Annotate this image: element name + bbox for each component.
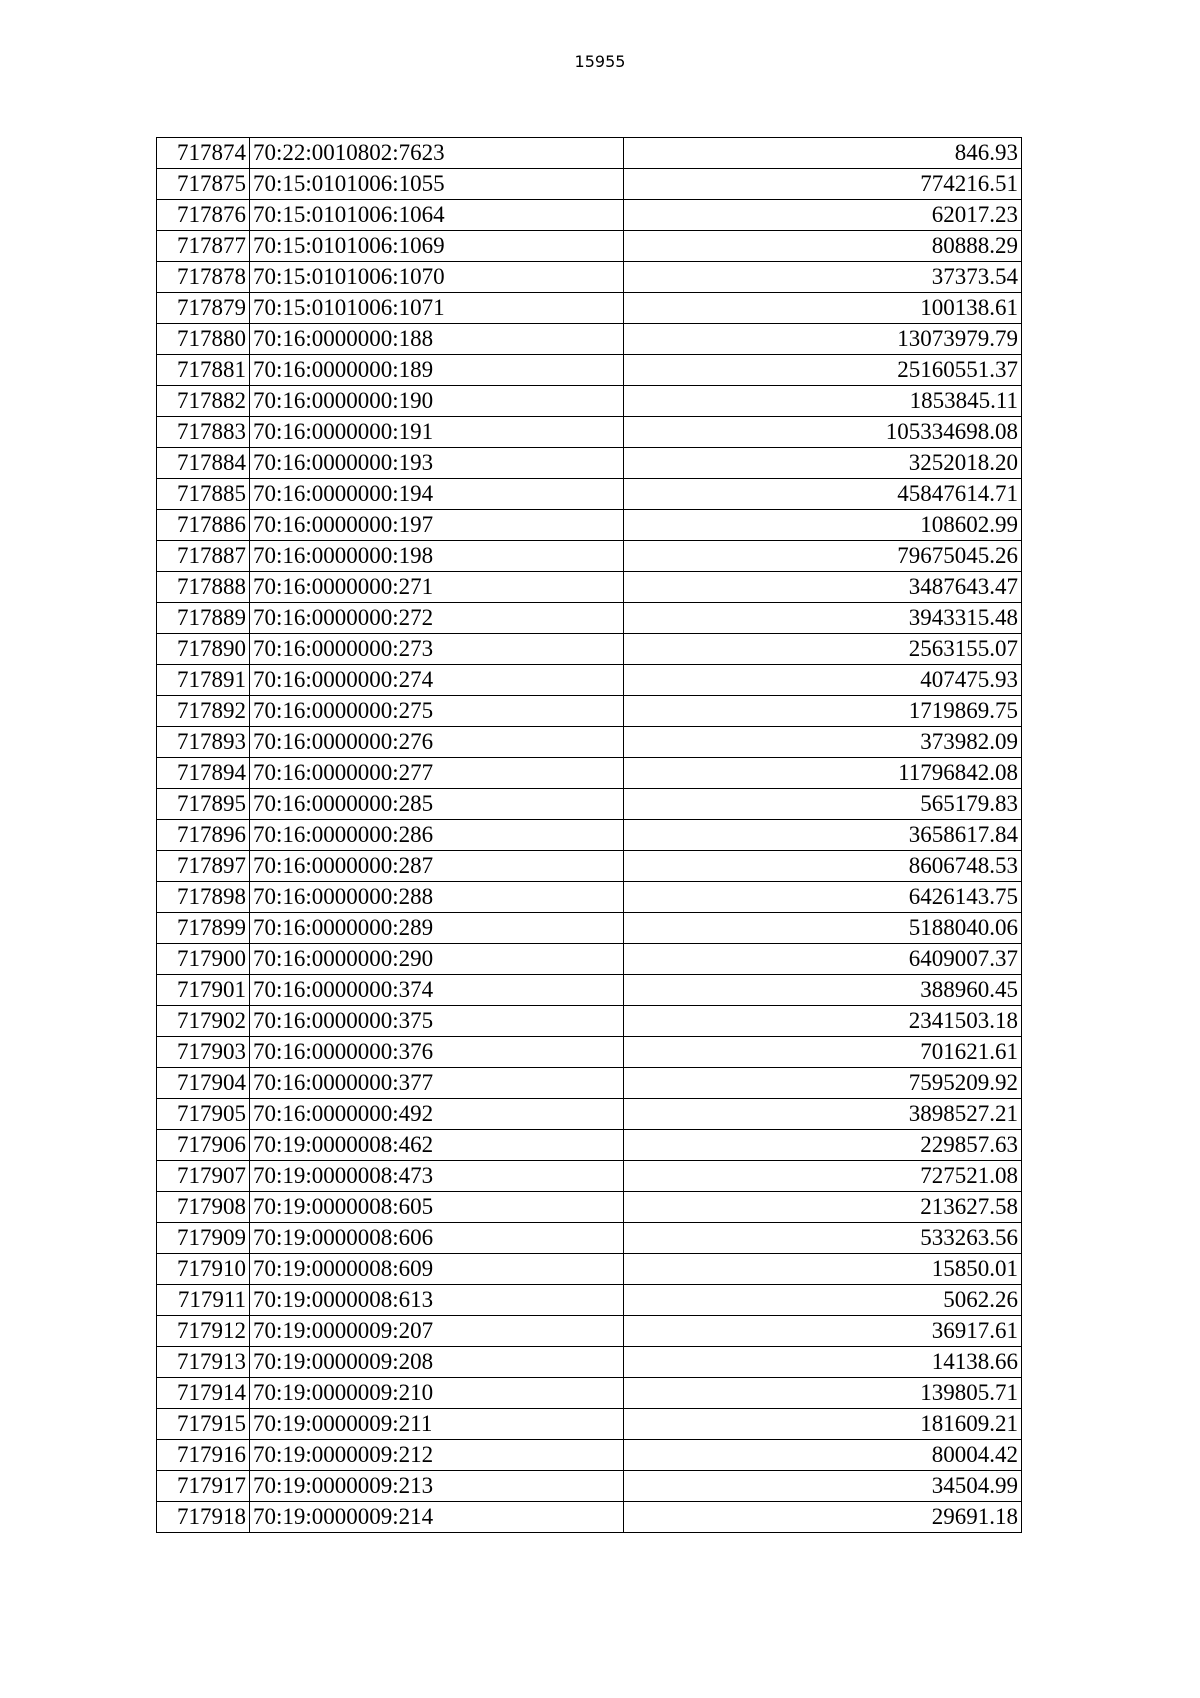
row-number-cell: 717874	[157, 138, 250, 169]
table-row	[157, 355, 1022, 386]
table-row	[157, 851, 1022, 882]
row-number-cell: 717893	[157, 727, 250, 758]
value-cell: 62017.23	[624, 200, 1022, 231]
cadastral-number-cell: 70:15:0101006:1071	[250, 293, 624, 324]
cadastral-number-cell: 70:19:0000009:207	[250, 1316, 624, 1347]
row-number-cell: 717898	[157, 882, 250, 913]
cadastral-number-cell: 70:16:0000000:190	[250, 386, 624, 417]
page-number: 15955	[574, 52, 626, 71]
row-number-cell: 717877	[157, 231, 250, 262]
cadastral-number-cell: 70:16:0000000:272	[250, 603, 624, 634]
value-cell: 25160551.37	[624, 355, 1022, 386]
row-number-cell: 717890	[157, 634, 250, 665]
value-cell: 373982.09	[624, 727, 1022, 758]
cadastral-number-cell: 70:16:0000000:189	[250, 355, 624, 386]
row-number-cell: 717908	[157, 1192, 250, 1223]
value-cell: 5188040.06	[624, 913, 1022, 944]
value-cell: 105334698.08	[624, 417, 1022, 448]
cadastral-number-cell: 70:16:0000000:276	[250, 727, 624, 758]
value-cell: 139805.71	[624, 1378, 1022, 1409]
value-cell: 14138.66	[624, 1347, 1022, 1378]
cadastral-number-cell: 70:16:0000000:275	[250, 696, 624, 727]
cadastral-number-cell: 70:16:0000000:289	[250, 913, 624, 944]
value-cell: 3658617.84	[624, 820, 1022, 851]
cadastral-number-cell: 70:16:0000000:193	[250, 448, 624, 479]
cadastral-number-cell: 70:19:0000009:213	[250, 1471, 624, 1502]
row-number-cell: 717884	[157, 448, 250, 479]
cadastral-number-cell: 70:16:0000000:273	[250, 634, 624, 665]
row-number-cell: 717903	[157, 1037, 250, 1068]
value-cell: 407475.93	[624, 665, 1022, 696]
row-number-cell: 717917	[157, 1471, 250, 1502]
value-cell: 29691.18	[624, 1502, 1022, 1533]
row-number-cell: 717912	[157, 1316, 250, 1347]
cadastral-number-cell: 70:16:0000000:492	[250, 1099, 624, 1130]
row-number-cell: 717918	[157, 1502, 250, 1533]
value-cell: 80888.29	[624, 231, 1022, 262]
table-row	[157, 1409, 1022, 1440]
row-number-cell: 717875	[157, 169, 250, 200]
value-cell: 8606748.53	[624, 851, 1022, 882]
cadastral-number-cell: 70:19:0000008:473	[250, 1161, 624, 1192]
value-cell: 3898527.21	[624, 1099, 1022, 1130]
table-row	[157, 541, 1022, 572]
table-row	[157, 479, 1022, 510]
table-row	[157, 1440, 1022, 1471]
row-number-cell: 717887	[157, 541, 250, 572]
cadastral-number-cell: 70:16:0000000:374	[250, 975, 624, 1006]
row-number-cell: 717911	[157, 1285, 250, 1316]
cadastral-number-cell: 70:16:0000000:188	[250, 324, 624, 355]
cadastral-number-cell: 70:19:0000009:214	[250, 1502, 624, 1533]
table-row	[157, 1161, 1022, 1192]
table-row	[157, 572, 1022, 603]
value-cell: 80004.42	[624, 1440, 1022, 1471]
cadastral-number-cell: 70:22:0010802:7623	[250, 138, 624, 169]
table-row	[157, 603, 1022, 634]
cadastral-number-cell: 70:16:0000000:377	[250, 1068, 624, 1099]
table-row	[157, 293, 1022, 324]
cadastral-number-cell: 70:16:0000000:197	[250, 510, 624, 541]
row-number-cell: 717902	[157, 1006, 250, 1037]
value-cell: 181609.21	[624, 1409, 1022, 1440]
row-number-cell: 717892	[157, 696, 250, 727]
value-cell: 15850.01	[624, 1254, 1022, 1285]
value-cell: 388960.45	[624, 975, 1022, 1006]
value-cell: 34504.99	[624, 1471, 1022, 1502]
table-row	[157, 975, 1022, 1006]
value-cell: 13073979.79	[624, 324, 1022, 355]
value-cell: 565179.83	[624, 789, 1022, 820]
table-row	[157, 510, 1022, 541]
table-row	[157, 417, 1022, 448]
cadastral-number-cell: 70:16:0000000:290	[250, 944, 624, 975]
table-row	[157, 1502, 1022, 1533]
value-cell: 533263.56	[624, 1223, 1022, 1254]
table-row	[157, 1192, 1022, 1223]
cadastral-number-cell: 70:19:0000008:609	[250, 1254, 624, 1285]
cadastral-number-cell: 70:19:0000008:613	[250, 1285, 624, 1316]
table-row	[157, 665, 1022, 696]
table-row	[157, 231, 1022, 262]
table-row	[157, 448, 1022, 479]
row-number-cell: 717907	[157, 1161, 250, 1192]
cadastral-number-cell: 70:16:0000000:286	[250, 820, 624, 851]
table-row	[157, 1223, 1022, 1254]
value-cell: 3487643.47	[624, 572, 1022, 603]
value-cell: 3252018.20	[624, 448, 1022, 479]
table-row	[157, 262, 1022, 293]
cadastral-number-cell: 70:16:0000000:288	[250, 882, 624, 913]
table-row	[157, 696, 1022, 727]
value-cell: 1719869.75	[624, 696, 1022, 727]
cadastral-number-cell: 70:16:0000000:287	[250, 851, 624, 882]
cadastral-number-cell: 70:16:0000000:375	[250, 1006, 624, 1037]
value-cell: 701621.61	[624, 1037, 1022, 1068]
value-cell: 6426143.75	[624, 882, 1022, 913]
value-cell: 846.93	[624, 138, 1022, 169]
table-row	[157, 944, 1022, 975]
table-row	[157, 820, 1022, 851]
row-number-cell: 717905	[157, 1099, 250, 1130]
cadastral-number-cell: 70:16:0000000:274	[250, 665, 624, 696]
table-row	[157, 1254, 1022, 1285]
table-row	[157, 1316, 1022, 1347]
row-number-cell: 717891	[157, 665, 250, 696]
value-cell: 11796842.08	[624, 758, 1022, 789]
value-cell: 100138.61	[624, 293, 1022, 324]
cadastral-number-cell: 70:15:0101006:1055	[250, 169, 624, 200]
table-row	[157, 169, 1022, 200]
row-number-cell: 717895	[157, 789, 250, 820]
table-body	[157, 138, 1022, 1533]
table-row	[157, 386, 1022, 417]
value-cell: 37373.54	[624, 262, 1022, 293]
value-cell: 2341503.18	[624, 1006, 1022, 1037]
table-row	[157, 882, 1022, 913]
row-number-cell: 717886	[157, 510, 250, 541]
row-number-cell: 717885	[157, 479, 250, 510]
cadastral-number-cell: 70:19:0000009:211	[250, 1409, 624, 1440]
table-row	[157, 1347, 1022, 1378]
value-cell: 1853845.11	[624, 386, 1022, 417]
row-number-cell: 717879	[157, 293, 250, 324]
table-row	[157, 758, 1022, 789]
row-number-cell: 717901	[157, 975, 250, 1006]
table-row	[157, 324, 1022, 355]
cadastral-number-cell: 70:19:0000008:462	[250, 1130, 624, 1161]
row-number-cell: 717900	[157, 944, 250, 975]
cadastral-number-cell: 70:19:0000009:210	[250, 1378, 624, 1409]
value-cell: 229857.63	[624, 1130, 1022, 1161]
value-cell: 727521.08	[624, 1161, 1022, 1192]
value-cell: 7595209.92	[624, 1068, 1022, 1099]
cadastral-number-cell: 70:16:0000000:271	[250, 572, 624, 603]
cadastral-number-cell: 70:15:0101006:1069	[250, 231, 624, 262]
row-number-cell: 717906	[157, 1130, 250, 1161]
row-number-cell: 717882	[157, 386, 250, 417]
cadastral-number-cell: 70:16:0000000:194	[250, 479, 624, 510]
table-row	[157, 727, 1022, 758]
value-cell: 774216.51	[624, 169, 1022, 200]
row-number-cell: 717899	[157, 913, 250, 944]
value-cell: 108602.99	[624, 510, 1022, 541]
row-number-cell: 717876	[157, 200, 250, 231]
row-number-cell: 717909	[157, 1223, 250, 1254]
value-cell: 3943315.48	[624, 603, 1022, 634]
cadastral-number-cell: 70:15:0101006:1070	[250, 262, 624, 293]
table-row	[157, 138, 1022, 169]
cadastral-number-cell: 70:16:0000000:285	[250, 789, 624, 820]
value-cell: 45847614.71	[624, 479, 1022, 510]
row-number-cell: 717896	[157, 820, 250, 851]
table-row	[157, 1068, 1022, 1099]
row-number-cell: 717883	[157, 417, 250, 448]
row-number-cell: 717910	[157, 1254, 250, 1285]
table-row	[157, 1130, 1022, 1161]
table-row	[157, 1037, 1022, 1068]
cadastral-number-cell: 70:19:0000009:208	[250, 1347, 624, 1378]
table-row	[157, 913, 1022, 944]
value-cell: 5062.26	[624, 1285, 1022, 1316]
value-cell: 213627.58	[624, 1192, 1022, 1223]
row-number-cell: 717894	[157, 758, 250, 789]
row-number-cell: 717881	[157, 355, 250, 386]
cadastral-number-cell: 70:15:0101006:1064	[250, 200, 624, 231]
table-row	[157, 1099, 1022, 1130]
cadastral-number-cell: 70:19:0000008:606	[250, 1223, 624, 1254]
value-cell: 2563155.07	[624, 634, 1022, 665]
row-number-cell: 717897	[157, 851, 250, 882]
cadastral-number-cell: 70:16:0000000:376	[250, 1037, 624, 1068]
table-row	[157, 1006, 1022, 1037]
value-cell: 6409007.37	[624, 944, 1022, 975]
row-number-cell: 717914	[157, 1378, 250, 1409]
cadastral-number-cell: 70:19:0000009:212	[250, 1440, 624, 1471]
cadastral-number-cell: 70:16:0000000:198	[250, 541, 624, 572]
table-row	[157, 1378, 1022, 1409]
row-number-cell: 717916	[157, 1440, 250, 1471]
cadastral-number-cell: 70:16:0000000:277	[250, 758, 624, 789]
table-row	[157, 1471, 1022, 1502]
table-row	[157, 789, 1022, 820]
table-row	[157, 200, 1022, 231]
value-cell: 79675045.26	[624, 541, 1022, 572]
row-number-cell: 717880	[157, 324, 250, 355]
row-number-cell: 717888	[157, 572, 250, 603]
cadastral-number-cell: 70:19:0000008:605	[250, 1192, 624, 1223]
value-cell: 36917.61	[624, 1316, 1022, 1347]
row-number-cell: 717904	[157, 1068, 250, 1099]
row-number-cell: 717915	[157, 1409, 250, 1440]
row-number-cell: 717889	[157, 603, 250, 634]
table-row	[157, 634, 1022, 665]
cadastral-number-cell: 70:16:0000000:191	[250, 417, 624, 448]
cadastral-value-table	[156, 137, 1022, 1533]
row-number-cell: 717913	[157, 1347, 250, 1378]
row-number-cell: 717878	[157, 262, 250, 293]
table-row	[157, 1285, 1022, 1316]
